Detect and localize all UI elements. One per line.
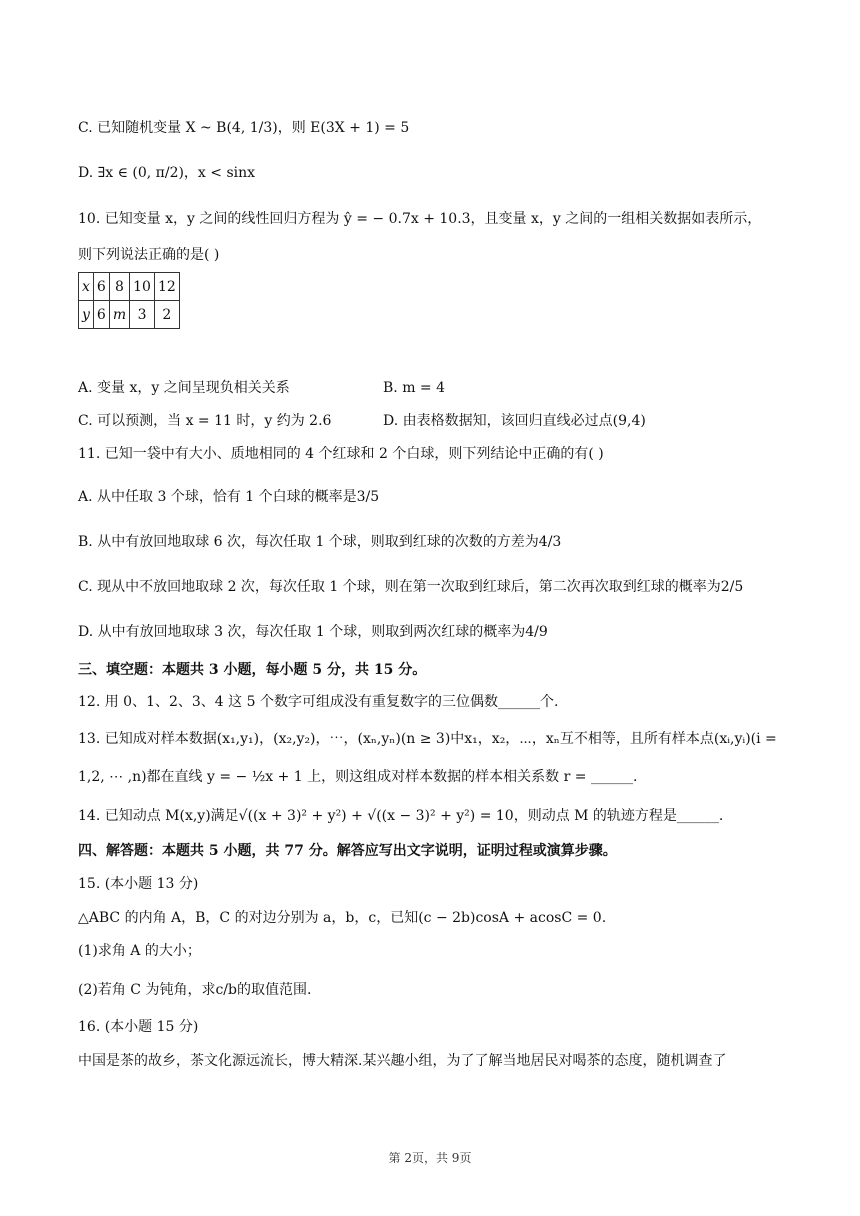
question-14: 14. 已知动点 M(x,y)满足√((x + 3)² + y²) + √((x − 3)² + y²) = 10，则动点 M 的轨迹方程是______. (78, 808, 724, 824)
table-cell: 6 (93, 301, 109, 329)
table-cell: 8 (109, 273, 129, 301)
option-9c: C. 已知随机变量 X ~ B(4, 1/3)，则 E(3X + 1) = 5 (78, 120, 410, 136)
option-10c: C. 可以预测，当 x = 11 时，y 约为 2.6 (78, 413, 332, 429)
question-16-heading: 16. (本小题 15 分) (78, 1019, 199, 1035)
question-15-part1: (1)求角 A 的大小； (78, 943, 201, 959)
question-15-stem: △ABC 的内角 A，B，C 的对边分别为 a，b，c，已知(c − 2b)cosA + acosC = 0. (78, 910, 607, 926)
option-11b: B. 从中有放回地取球 6 次，每次任取 1 个球，则取到红球的次数的方差为4/3 (78, 534, 562, 550)
section-4-heading: 四、解答题：本题共 5 小题，共 77 分。解答应写出文字说明，证明过程或演算步骤。 (78, 843, 617, 859)
question-11: 11. 已知一袋中有大小、质地相同的 4 个红球和 2 个白球，则下列结论中正确的有( ) (78, 446, 604, 462)
table-cell: x (79, 273, 94, 301)
table-cell: y (79, 301, 94, 329)
option-9d: D. ∃x ∈ (0, π/2)，x < sinx (78, 165, 256, 181)
section-3-heading: 三、填空题：本题共 3 小题，每小题 5 分，共 15 分。 (78, 662, 427, 678)
option-11a: A. 从中任取 3 个球，恰有 1 个白球的概率是3/5 (78, 489, 380, 505)
question-15-part2: (2)若角 C 为钝角，求c/b的取值范围. (78, 982, 312, 998)
question-10-line1: 10. 已知变量 x，y 之间的线性回归方程为 ŷ = − 0.7x + 10.3，且变量 x，y 之间的一组相关数据如表所示， (78, 211, 762, 227)
table-cell: m (109, 301, 129, 329)
table-cell: 10 (130, 273, 155, 301)
question-12: 12. 用 0、1、2、3、4 这 5 个数字可组成没有重复数字的三位偶数______个. (78, 694, 559, 710)
table-cell: 6 (93, 273, 109, 301)
table-row (79, 273, 180, 301)
table-cell: 2 (154, 301, 179, 329)
option-10b: B. m = 4 (383, 380, 446, 396)
option-10d: D. 由表格数据知，该回归直线必过点(9,4) (383, 413, 646, 429)
page-footer: 第 2页，共 9页 (388, 1151, 472, 1165)
question-15-heading: 15. (本小题 13 分) (78, 876, 199, 892)
table-row (79, 301, 180, 329)
table-cell: 12 (154, 273, 179, 301)
data-table (78, 272, 180, 329)
option-11d: D. 从中有放回地取球 3 次，每次任取 1 个球，则取到两次红球的概率为4/9 (78, 624, 548, 640)
question-13-line2: 1,2, ⋯ ,n)都在直线 y = − ½x + 1 上，则这组成对样本数据的样本相关系数 r = ______. (78, 769, 638, 785)
question-16-stem: 中国是茶的故乡，茶文化源远流长，博大精深.某兴趣小组，为了了解当地居民对喝茶的态度，随机调查了 (78, 1053, 727, 1069)
table-cell: 3 (130, 301, 155, 329)
option-11c: C. 现从中不放回地取球 2 次，每次任取 1 个球，则在第一次取到红球后，第二次再次取到红球的概率为2/5 (78, 579, 744, 595)
option-10a: A. 变量 x，y 之间呈现负相关关系 (78, 380, 290, 396)
question-10-line2: 则下列说法正确的是( ) (78, 247, 220, 263)
question-13-line1: 13. 已知成对样本数据(x₁,y₁)，(x₂,y₂)，⋯，(xₙ,yₙ)(n ≥ 3)中x₁，x₂，⋯，xₙ互不相等，且所有样本点(xᵢ,yᵢ)(i = (78, 731, 777, 747)
